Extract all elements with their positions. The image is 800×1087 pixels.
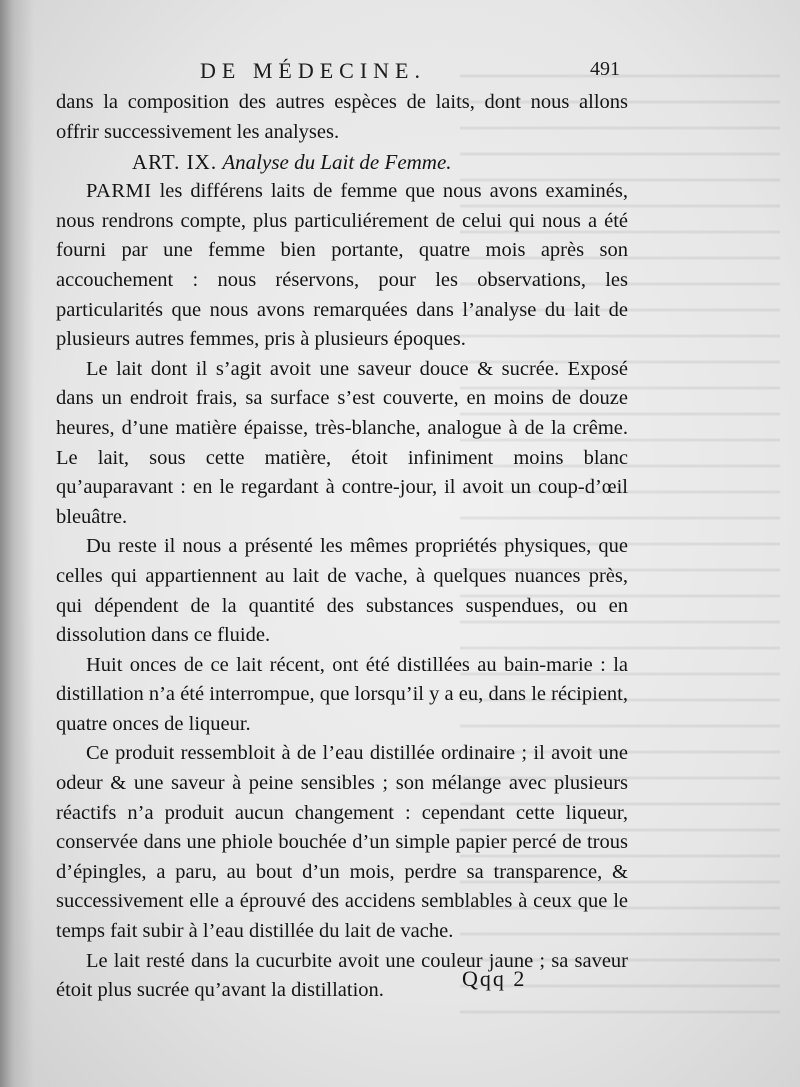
paragraph-1-first-word: PARMI [86,180,152,203]
paragraph-1 [56,177,628,355]
page-number: 491 [590,58,620,80]
running-title: DE MÉDECINE. [200,58,426,83]
paragraph-4: Huit onces de ce lait récent, ont été distillées au bain-marie : la distillation n’a été interrompue, que lorsqu’il y a eu, dans le récipient, quatre onces de liqueur. [56,653,628,735]
running-head [200,58,620,84]
intro-paragraph: dans la composition des autres espèces de laits, dont nous allons offrir successivement les analyses. [56,91,628,143]
paragraph-3: Du reste il nous a présenté les mêmes propriétés physiques, que celles qui appartiennent au lait de vache, à quelques nuances près, qui dépendent de la quantité des substances suspendues, ou en dissolution dans ce fluide. [56,535,628,647]
paragraph-2: Le lait dont il s’agit avoit une saveur douce & sucrée. Exposé dans un endroit frais, sa surface s’est couverte, en moins de douze heures, d’une matière épaisse, très-blanche, analogue à de la crême. Le lait, sous cette matière, étoit infiniment moins blanc qu’auparavant : en le regardant à contre-jour, il avoit un coup-d’œil bleuâtre. [56,357,628,528]
gutter-shadow [0,0,34,1087]
article-heading [56,147,628,177]
signature-mark: Qqq 2 [462,966,527,991]
article-title: Analyse du Lait de Femme. [222,150,452,175]
paragraph-6: Le lait resté dans la cucurbite avoit une couleur jaune ; sa saveur étoit plus sucrée qu’avant la distillation. [56,949,628,1002]
paragraph-5: Ce produit ressembloit à de l’eau distillée ordinaire ; il avoit une odeur & une saveur à peine sensibles ; son mélange avec plusieurs réactifs n’a produit aucun changement : cependant cette liqueur, conservée dans une phiole bouchée d’un simple papier percé de trous d’épingles, a paru, au bout d’un mois, perdre sa transparence, & successivement elle a éprouvé des accidens semblables à ceux que le temps fait subir à l’eau distillée du lait de vache. [56,742,628,943]
article-label: ART. IX. [132,150,218,175]
text-block [56,88,628,1006]
paragraph-1-text: les différens laits de femme que nous avons examinés, nous rendrons compte, plus particuliérement de celui qui nous a été fourni par une femme bien portante, quatre mois après son accouchement : nous réservons, pour les observations, les particularités que nous avons remarquées dans l’analyse du lait de plusieurs autres femmes, pris à plusieurs époques. [56,180,628,351]
